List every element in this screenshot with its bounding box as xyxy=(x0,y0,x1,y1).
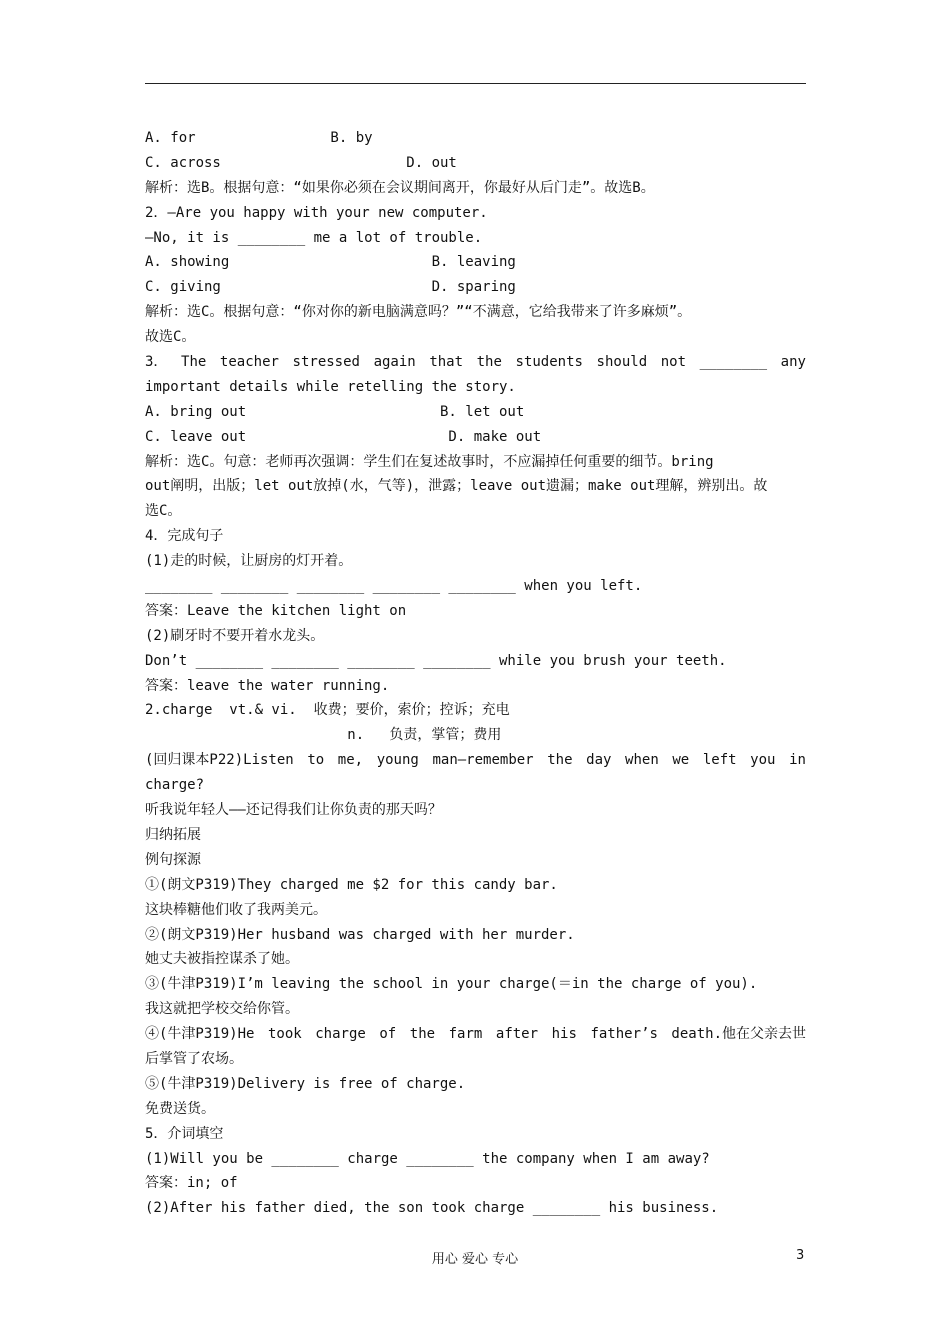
text-line xyxy=(145,350,806,375)
footer-motto: 用心 爱心 专心 xyxy=(431,1252,519,1267)
word: not xyxy=(660,354,687,371)
word: ④(牛津P319)He xyxy=(145,1026,255,1043)
text-line: 例句探源 xyxy=(145,851,201,868)
page-number: 3 xyxy=(796,1248,805,1263)
text-line: 这块棒糖他们收了我两美元。 xyxy=(145,901,327,918)
word: young xyxy=(376,752,419,769)
text-line: 解析：选C。根据句意：“你对你的新电脑满意吗？”“不满意，它给我带来了许多麻烦”。 xyxy=(145,304,692,321)
text-line: C. across D. out xyxy=(145,154,457,171)
word: his xyxy=(551,1026,577,1043)
text-line: ________ ________ ________ ________ ________ when you left. xyxy=(145,578,643,595)
word: we xyxy=(672,752,690,769)
text-line: 选C。 xyxy=(145,503,182,520)
text-line: 后掌管了农场。 xyxy=(145,1050,243,1067)
text-line: Don’t ________ ________ ________ ________ while you brush your teeth. xyxy=(145,652,727,669)
text-line: 答案：leave the water running. xyxy=(145,677,390,694)
text-line: A. bring out B. let out xyxy=(145,403,525,420)
word: the xyxy=(547,752,573,769)
text-line: 答案：in; of xyxy=(145,1175,238,1192)
text-line: 她丈夫被指控谋杀了她。 xyxy=(145,951,299,968)
text-line: C. leave out D. make out xyxy=(145,428,542,445)
word: me, xyxy=(337,752,364,769)
text-line: 解析：选B。根据句意：“如果你必须在会议期间离开，你最好从后门走”。故选B。 xyxy=(145,179,655,196)
text-line: 答案：Leave the kitchen light on xyxy=(145,602,407,619)
text-line: important details while retelling the story. xyxy=(145,378,516,395)
text-line: out阐明，出版；let out放掉(水，气等)，泄露；leave out遗漏；make out理解，辨别出。故 xyxy=(145,478,768,495)
word: teacher xyxy=(219,354,279,371)
word: of xyxy=(379,1026,397,1043)
text-line: 4．完成句子 xyxy=(145,528,224,545)
word: again xyxy=(373,354,416,371)
text-line: (2)刷牙时不要开着水龙头。 xyxy=(145,627,325,644)
word: when xyxy=(625,752,659,769)
word: (回归课本P22)Listen xyxy=(145,752,294,769)
text-line: charge? xyxy=(145,777,205,794)
text-line: ①(朗文P319)They charged me $2 for this candy bar. xyxy=(145,876,558,893)
word: 3． xyxy=(145,354,168,371)
word: stressed xyxy=(292,354,360,371)
word: should xyxy=(596,354,648,371)
text-line: (1)Will you be ________ charge ________ the company when I am away? xyxy=(145,1150,710,1167)
word: you xyxy=(750,752,776,769)
word: the xyxy=(409,1026,436,1043)
text-line: 归纳拓展 xyxy=(145,826,201,843)
word: left xyxy=(702,752,737,769)
text-line: n. 负责，掌管；费用 xyxy=(145,727,502,744)
word: man—remember xyxy=(432,752,534,769)
text-line: ③(牛津P319)I’m leaving the school in your charge(＝in the charge of you). xyxy=(145,976,758,993)
word: students xyxy=(515,354,583,371)
text-line: ⑤(牛津P319)Delivery is free of charge. xyxy=(145,1075,466,1092)
header-rule xyxy=(145,83,806,84)
word: charge xyxy=(315,1026,366,1043)
word: ________ xyxy=(699,354,768,371)
word: after xyxy=(495,1026,539,1043)
word: in xyxy=(789,752,806,769)
text-line: 5．介词填空 xyxy=(145,1125,224,1142)
word: to xyxy=(307,752,325,769)
text-line: 故选C。 xyxy=(145,329,196,346)
word: farm xyxy=(448,1026,483,1043)
text-line: 免费送货。 xyxy=(145,1100,215,1117)
text-line: (2)After his father died, the son took charge ________ his business. xyxy=(145,1200,719,1217)
text-line: ②(朗文P319)Her husband was charged with her murder. xyxy=(145,926,575,943)
text-line: 解析：选C。句意：老师再次强调：学生们在复述故事时，不应漏掉任何重要的细节。bring xyxy=(145,453,714,470)
word: day xyxy=(586,752,612,769)
text-line: —No, it is ________ me a lot of trouble. xyxy=(145,229,483,246)
word: father’s xyxy=(590,1026,658,1043)
text-line: (1)走的时候，让厨房的灯开着。 xyxy=(145,553,353,570)
word: The xyxy=(181,354,207,371)
text-line: 2.charge vt.& vi. 收费；要价，索价；控诉；充电 xyxy=(145,702,510,719)
word: death.他在父亲去世 xyxy=(671,1026,806,1043)
text-line xyxy=(145,748,806,773)
document-body xyxy=(145,126,806,1221)
word: any xyxy=(780,354,806,371)
text-line: 听我说年轻人——还记得我们让你负责的那天吗？ xyxy=(145,802,442,819)
word: that xyxy=(429,354,464,371)
text-line xyxy=(145,1022,806,1047)
text-line: 2．—Are you happy with your new computer. xyxy=(145,204,488,221)
word: took xyxy=(267,1026,302,1043)
text-line: A. for B. by xyxy=(145,130,373,146)
word: the xyxy=(476,354,502,371)
text-line: A. showing B. leaving xyxy=(145,254,516,271)
text-line: 我这就把学校交给你管。 xyxy=(145,1001,299,1018)
text-line: C. giving D. sparing xyxy=(145,279,516,296)
